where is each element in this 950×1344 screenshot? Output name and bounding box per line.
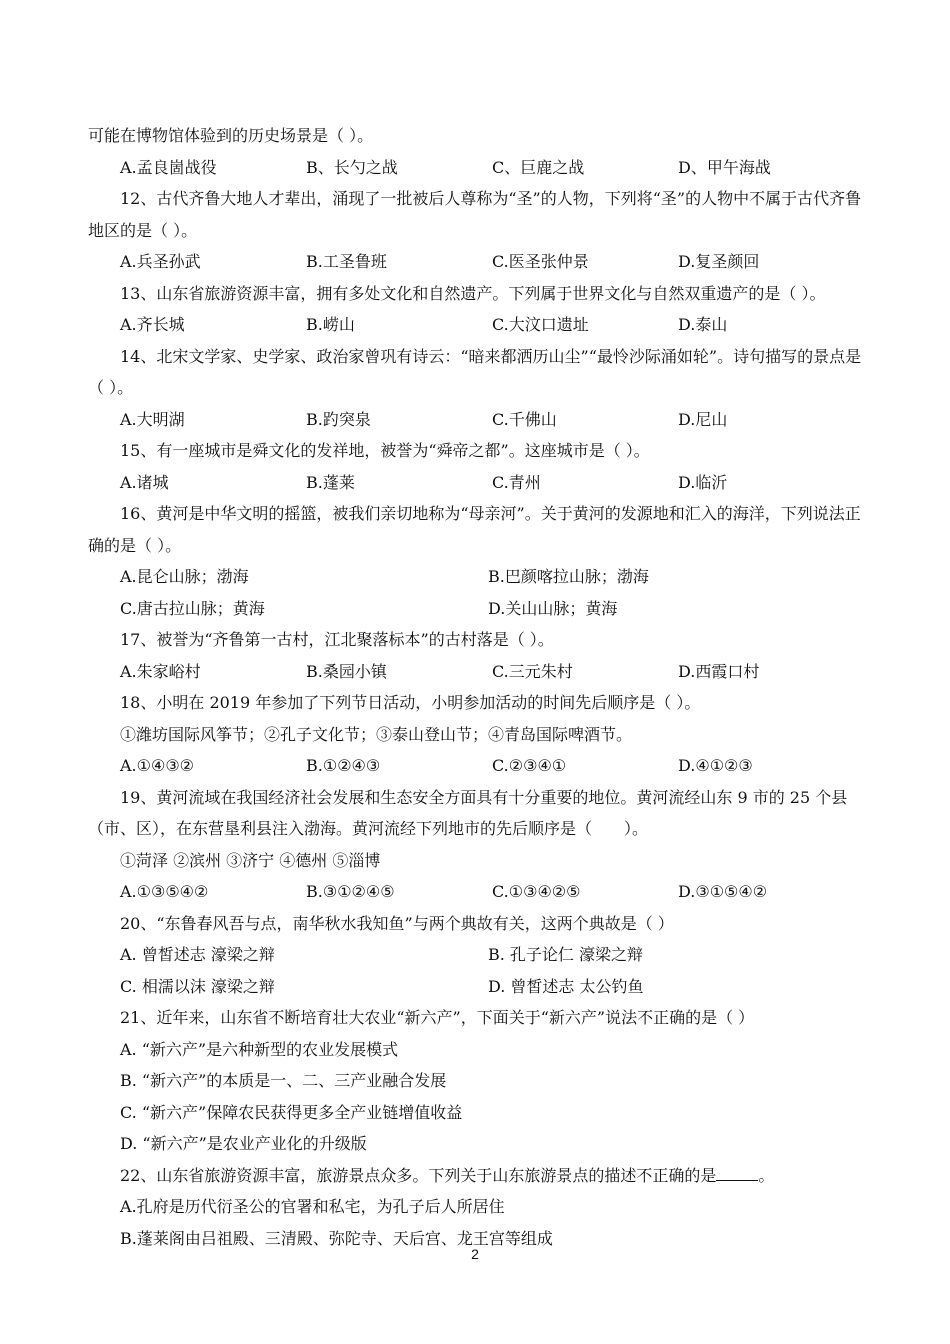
q20-option-c: C. 相濡以沫 濠梁之辩 xyxy=(120,976,275,996)
q20-option-a: A. 曾皙述志 濠梁之辩 xyxy=(120,945,275,964)
q21-option-a: A. “新六产”是六种新型的农业发展模式 xyxy=(120,1039,399,1059)
q14-option-d: D.尼山 xyxy=(678,409,728,429)
q15-option-d: D.临沂 xyxy=(678,472,728,492)
q14-option-a: A.大明湖 xyxy=(120,409,185,429)
q22-stem xyxy=(88,1160,868,1192)
q16-stem: 16、黄河是中华文明的摇篮，被我们亲切地称为“母亲河”。关于黄河的发源地和汇入的海洋，下列说法正确的是（ ）。 xyxy=(88,504,861,555)
q18-stem: 18、小明在 2019 年参加了下列节日活动，小明参加活动的时间先后顺序是（ ）。 xyxy=(120,693,701,712)
q16-option-d: D.关山山脉；黄海 xyxy=(488,598,618,618)
q20-option-b: B. 孔子论仁 濠梁之辩 xyxy=(488,945,644,964)
q21-stem: 21、近年来，山东省不断培育壮大农业“新六产”，下面关于“新六产”说法不正确的是（ ） xyxy=(120,1008,755,1027)
q17-option-b: B.桑园小镇 xyxy=(306,661,387,681)
q13-option-a: A.齐长城 xyxy=(120,315,185,334)
q16-options-row2 xyxy=(88,593,868,625)
q20-options-row1 xyxy=(88,939,868,971)
q14-option-b: B.趵突泉 xyxy=(306,409,371,429)
q12-options xyxy=(88,246,868,278)
q12-option-a: A.兵圣孙武 xyxy=(120,252,201,271)
q15-option-b: B.蓬莱 xyxy=(306,472,355,492)
q19-option-a: A.①③⑤④② xyxy=(120,882,209,901)
q18-items: ①潍坊国际风筝节；②孔子文化节；③泰山登山节；④青岛国际啤酒节。 xyxy=(120,724,633,744)
q17-options xyxy=(88,656,868,688)
q22-option-b: B.蓬莱阁由吕祖殿、三清殿、弥陀寺、天后宫、龙王宫等组成 xyxy=(120,1228,553,1248)
q12-option-d: D.复圣颜回 xyxy=(678,252,760,271)
q18-options xyxy=(88,750,868,782)
q16-option-a: A.昆仑山脉；渤海 xyxy=(120,567,249,586)
q11-option-c: C、巨鹿之战 xyxy=(492,157,585,177)
q20-options-row2 xyxy=(88,971,868,1003)
q21-option-d: D. “新六产”是农业产业化的升级版 xyxy=(120,1134,367,1153)
q13-stem: 13、山东省旅游资源丰富，拥有多处文化和自然遗产。下列属于世界文化与自然双重遗产的是（ ）。 xyxy=(120,283,826,303)
q15-stem: 15、有一座城市是舜文化的发祥地，被誉为“舜帝之都”。这座城市是（ ）。 xyxy=(120,441,650,460)
q13-option-b: B.崂山 xyxy=(306,315,355,334)
q17-option-a: A.朱家峪村 xyxy=(120,661,201,681)
q12-option-b: B.工圣鲁班 xyxy=(306,252,387,271)
q19-items: ①菏泽 ②滨州 ③济宁 ④德州 ⑤淄博 xyxy=(120,850,381,870)
q20-option-d: D. 曾皙述志 太公钓鱼 xyxy=(488,976,644,996)
q22-answer-blank xyxy=(716,1162,758,1181)
q22-stem-text: 22、山东省旅游资源丰富，旅游景点众多。下列关于山东旅游景点的描述不正确的是 xyxy=(120,1165,717,1185)
q11-option-b: B、长勺之战 xyxy=(306,157,398,177)
q18-option-c: C.②③④① xyxy=(492,756,567,775)
q18-option-a: A.①④③② xyxy=(120,756,195,775)
q14-option-c: C.千佛山 xyxy=(492,409,557,429)
q19-option-b: B.③①②④⑤ xyxy=(306,882,395,901)
q18-option-d: D.④①②③ xyxy=(678,756,753,775)
q19-option-c: C.①③④②⑤ xyxy=(492,882,581,901)
q16-options-row1 xyxy=(88,561,868,593)
q16-option-c: C.唐古拉山脉；黄海 xyxy=(120,598,265,618)
q21-option-c: C. “新六产”保障农民获得更多全产业链增值收益 xyxy=(120,1102,463,1122)
q15-option-a: A.诸城 xyxy=(120,472,169,492)
q15-option-c: C.青州 xyxy=(492,472,541,492)
q11-options xyxy=(88,152,868,184)
q14-stem: 14、北宋文学家、史学家、政治家曾巩有诗云：“暗来都洒历山尘”“最怜沙际涌如轮”。诗句描写的景点是（ ）。 xyxy=(88,346,862,397)
q13-options xyxy=(88,309,868,341)
q15-options xyxy=(88,467,868,499)
question-content xyxy=(88,120,868,1254)
q11-option-d: D、甲午海战 xyxy=(678,157,771,177)
q16-option-b: B.巴颜喀拉山脉；渤海 xyxy=(488,567,649,586)
q12-option-c: C.医圣张仲景 xyxy=(492,252,589,271)
q13-option-c: C.大汶口遗址 xyxy=(492,315,589,334)
q20-stem: 20、“东鲁春风吾与点，南华秋水我知鱼”与两个典故有关，这两个典故是（ ） xyxy=(120,913,674,933)
q11-stem-tail: 可能在博物馆体验到的历史场景是（ ）。 xyxy=(88,126,374,145)
q11-option-a: A.孟良崮战役 xyxy=(120,157,217,177)
q19-option-d: D.③①⑤④② xyxy=(678,882,768,901)
q17-option-d: D.西霞口村 xyxy=(678,661,760,681)
page-number: 2 xyxy=(471,1246,479,1262)
q19-stem: 19、黄河流域在我国经济社会发展和生态安全方面具有十分重要的地位。黄河流经山东 9 市的 25 个县（市、区），在东营垦利县注入渤海。黄河流经下列地市的先后顺序是（ ）。 xyxy=(88,787,848,838)
q17-option-c: C.三元朱村 xyxy=(492,661,573,681)
q12-stem: 12、古代齐鲁大地人才辈出，涌现了一批被后人尊称为“圣”的人物，下列将“圣”的人物中不属于古代齐鲁地区的是（ ）。 xyxy=(88,189,862,240)
q19-options xyxy=(88,876,868,908)
q18-option-b: B.①②④③ xyxy=(306,756,381,775)
q22-option-a: A.孔府是历代衍圣公的官署和私宅，为孔子后人所居住 xyxy=(120,1197,505,1216)
q21-option-b: B. “新六产”的本质是一、二、三产业融合发展 xyxy=(120,1071,447,1090)
q14-options xyxy=(88,404,868,436)
q17-stem: 17、被誉为“齐鲁第一古村，江北聚落标本”的古村落是（ ）。 xyxy=(120,630,554,649)
q22-stem-end: 。 xyxy=(758,1165,775,1185)
q13-option-d: D.泰山 xyxy=(678,315,728,334)
